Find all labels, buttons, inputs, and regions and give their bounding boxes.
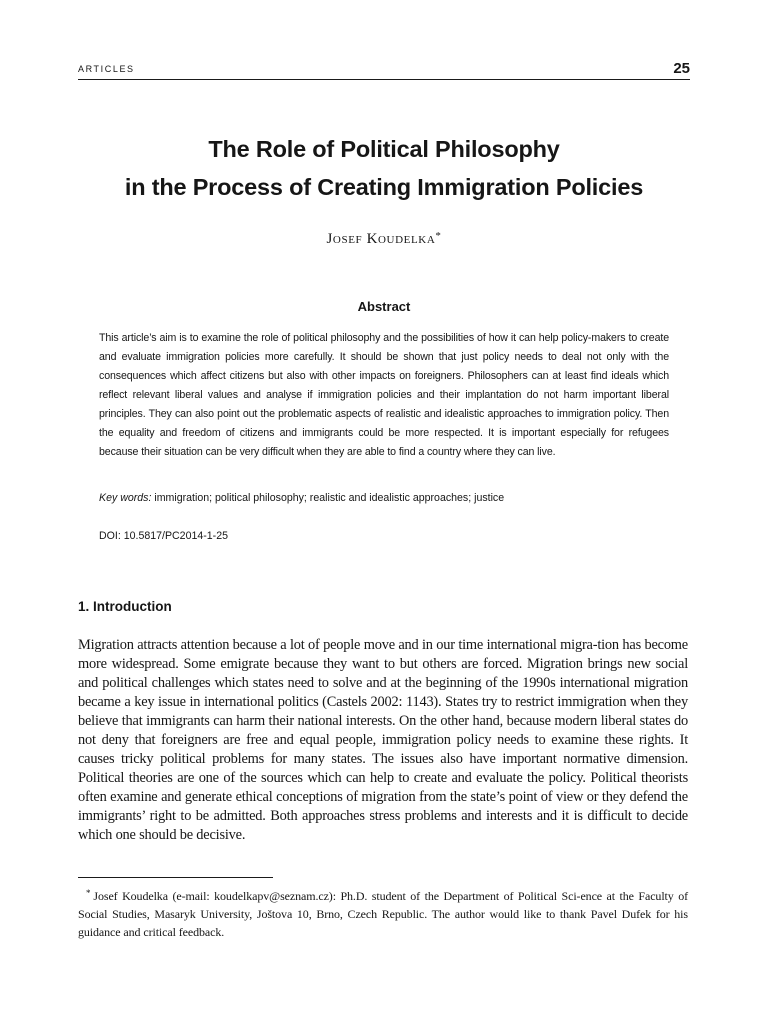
- title-line-1: The Role of Political Philosophy: [208, 136, 560, 162]
- article-title: [40, 130, 728, 206]
- section-label: ARTICLES: [78, 64, 135, 74]
- introduction-paragraph: Migration attracts attention because a lot of people move and in our time international migra-tion has become more widespread. Some emigrate because they want to but others are forced. Migration brings new social and political challenges which states need to solve and at the beginning of the 1990s international migration became a key issue in international politics (Castels 2002: 1143). States try to restrict immigration when they believe that immigrants can harm their national interests. On the other hand, because modern liberal states do not deny that foreigners are free and equal people, immigration policy needs to examine these rights. It causes tricky political problems for many states. The issues also have important normative dimension. Political theories are one of the sources which can help to create and evaluate the policy. Political theorists often examine and generate ethical conceptions of migration from the state’s point of view or they defend the immigrants’ right to be admitted. Both approaches stress problems and interests and it is difficult to decide which one should be decisive.: [78, 637, 688, 843]
- author-name: Josef Koudelka: [326, 231, 436, 247]
- author-byline: [40, 230, 728, 248]
- footnote-text: Josef Koudelka (e-mail: koudelkapv@seznam.cz): Ph.D. student of the Department of Political Sci-ence at the Faculty of Social Studies, Masaryk University, Joštova 10, Brno, Czech Republic. The author would like to thank Pavel Dufek for his guidance and critical feedback.: [78, 889, 688, 939]
- footnote: [78, 884, 688, 941]
- keywords-list: immigration; political philosophy; realistic and idealistic approaches; justice: [154, 492, 505, 504]
- keywords-line: [99, 489, 689, 508]
- title-line-2: in the Process of Creating Immigration Policies: [124, 174, 644, 200]
- section-heading-introduction: 1. Introduction: [78, 599, 172, 614]
- footnote-divider: [78, 877, 273, 878]
- abstract-text: This article’s aim is to examine the role of political philosophy and the possibilities of how it can help policy-makers to create and evaluate immigration policies more carefully. It should be shown that just policy needs to deal not only with the consequences which affect citizens but also with other impacts on foreigners. Philosophers can at least find ideals which reflect relevant liberal values and analyse if immigration policies and their implantation do not harm important liberal principles. They can also point out the problematic aspects of realistic and idealistic approaches to immigration policy. Then the equality and freedom of citizens and immigrants could be more respected. It is important especially for refugees because their situation can be very difficult when they are able to find a country where they can live.: [99, 332, 669, 458]
- doi-line: DOI: 10.5817/PC2014-1-25: [99, 530, 228, 542]
- author-footnote-mark: *: [435, 230, 442, 242]
- keywords-label: Key words:: [99, 492, 152, 504]
- abstract-heading: Abstract: [357, 299, 411, 314]
- page-number: 25: [673, 60, 690, 77]
- footnote-mark: *: [86, 888, 91, 898]
- running-header: [78, 60, 690, 80]
